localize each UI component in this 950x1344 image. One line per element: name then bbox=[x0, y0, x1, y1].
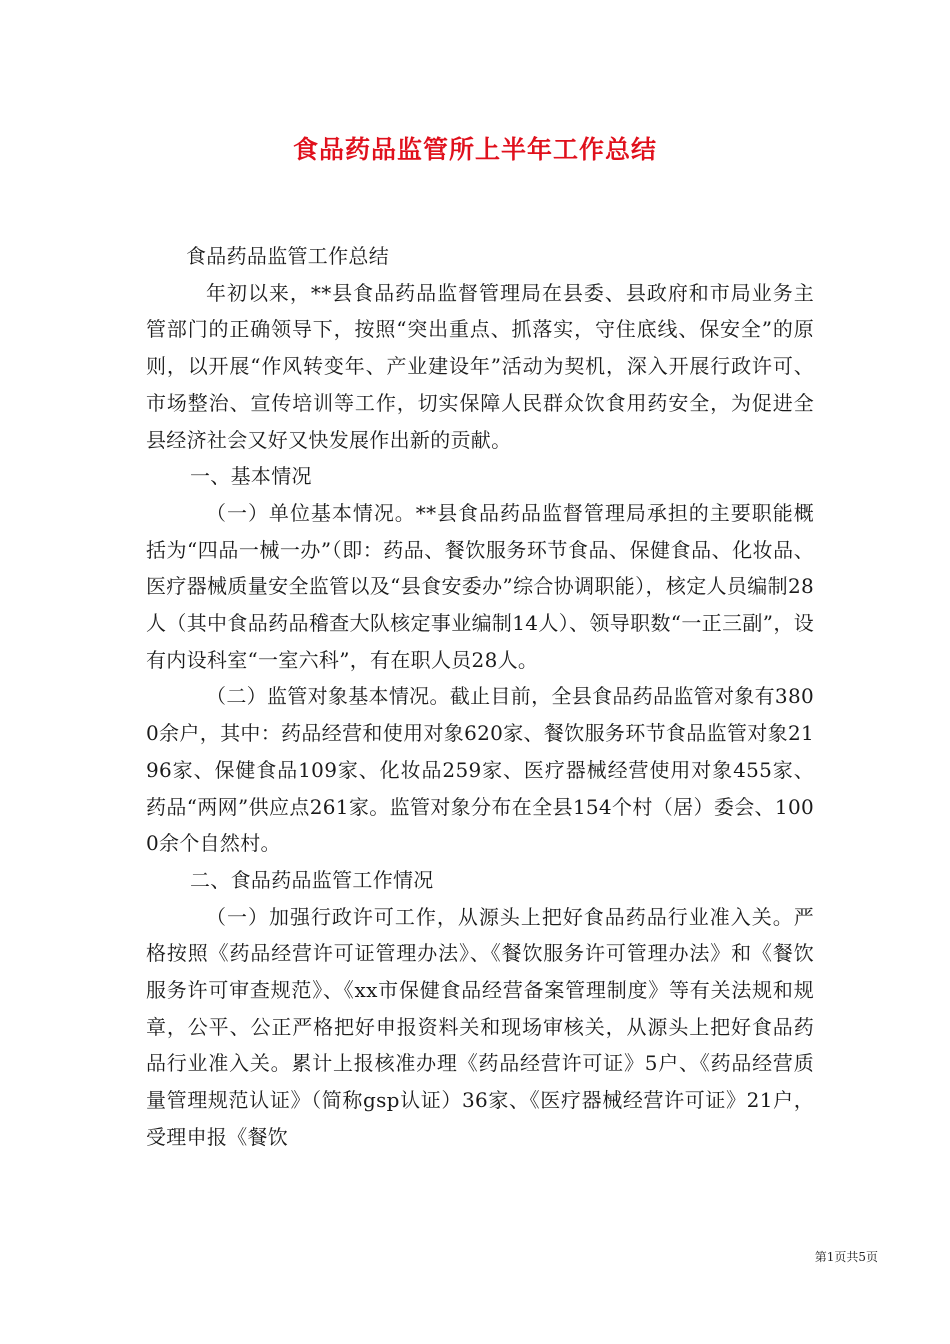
document-title: 食品药品监管所上半年工作总结 bbox=[292, 135, 657, 164]
paragraph-supervision-objects: （二）监管对象基本情况。截止目前，全县食品药品监管对象有3800余户，其中：药品经营和使用对象620家、餐饮服务环节食品监管对象2196家、保健食品109家、化妆品259家、医疗器械经营使用对象455家、药品“两网”供应点261家。监管对象分布在全县154个村（居）委会、1000余个自然村。 bbox=[146, 684, 814, 856]
page-number: 第1页共5页 bbox=[814, 1250, 878, 1264]
section-heading-summary: 食品药品监管工作总结 bbox=[186, 244, 389, 268]
document-body bbox=[146, 238, 814, 1156]
paragraph-intro: 年初以来，**县食品药品监督管理局在县委、县政府和市局业务主管部门的正确领导下，按照“突出重点、抓落实，守住底线、保安全”的原则，以开展“作风转变年、产业建设年”活动为契机，深入开展行政许可、市场整治、宣传培训等工作，切实保障人民群众饮食用药安全，为促进全县经济社会又好又快发展作出新的贡献。 bbox=[146, 280, 814, 452]
paragraph-licensing: （一）加强行政许可工作，从源头上把好食品药品行业准入关。严格按照《药品经营许可证管理办法》、《餐饮服务许可管理办法》和《餐饮服务许可审查规范》、《xx市保健食品经营备案管理制度》等有关法规和规章，公平、公正严格把好申报资料关和现场审核关，从源头上把好食品药品行业准入关。累计上报核准办理《药品经营许可证》5户、《药品经营质量管理规范认证》（简称gsp认证）36家、《医疗器械经营许可证》21户，受理申报《餐饮 bbox=[146, 904, 814, 1149]
paragraph-unit-basic: （一）单位基本情况。**县食品药品监督管理局承担的主要职能概括为“四品一械一办”（即：药品、餐饮服务环节食品、保健食品、化妆品、医疗器械质量安全监管以及“县食安委办”综合协调职能），核定人员编制28人（其中食品药品稽查大队核定事业编制14人）、领导职数“一正三副”，设有内设科室“一室六科”，有在职人员28人。 bbox=[146, 500, 814, 672]
section-heading-basic: 一、基本情况 bbox=[190, 464, 312, 489]
section-heading-work: 二、食品药品监管工作情况 bbox=[190, 867, 434, 892]
